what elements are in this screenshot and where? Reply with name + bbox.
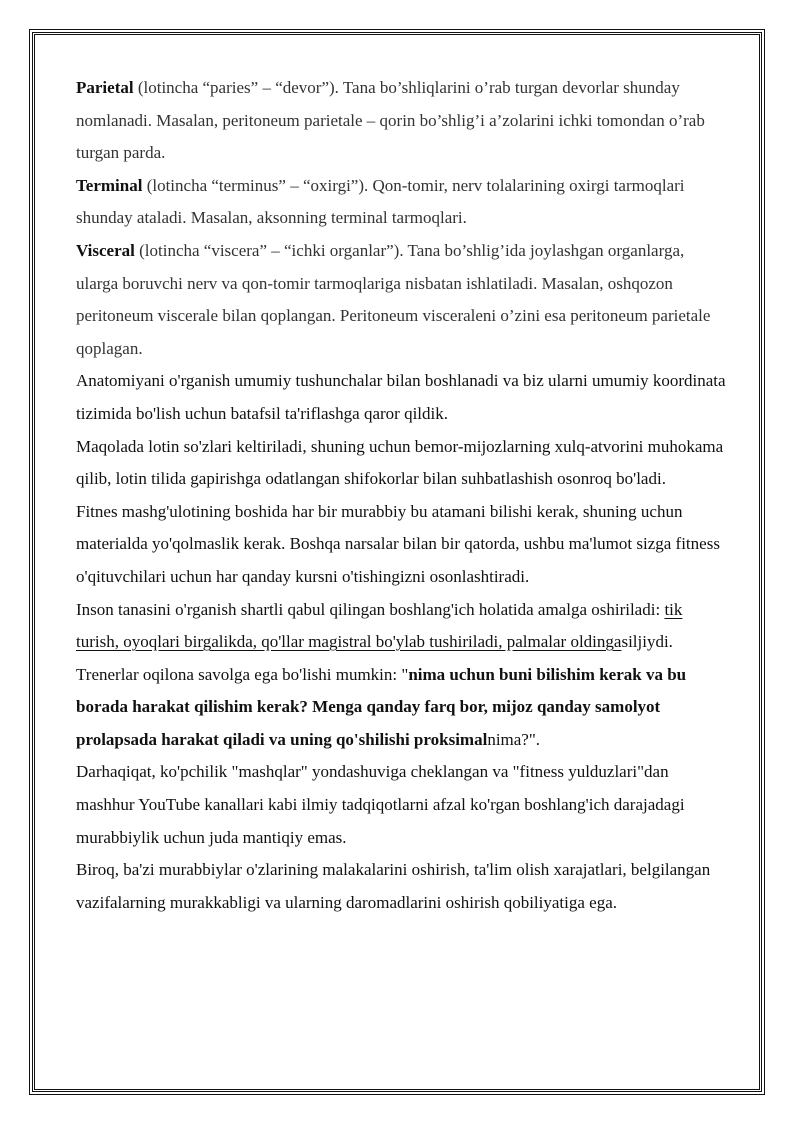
document-body <box>76 72 726 919</box>
term-visceral: Visceral <box>76 240 135 260</box>
paragraph-terminal <box>76 170 726 235</box>
paragraph-trainer-question <box>76 659 726 757</box>
paragraph-fitness-training: Fitnes mashg'ulotining boshida har bir murabbiy bu atamani bilishi kerak, shuning uchun materialda yo'qolmaslik kerak. Boshqa narsalar bilan bir qatorda, ushbu ma'lumot sizga fitness o'qituvchilari uchun har qanday kursni o'tishingizni osonlashtiradi. <box>76 501 720 586</box>
term-terminal: Terminal <box>76 175 143 195</box>
body-position-underlined: tik turish, oyoqlari birgalikda, qo'llar magistral bo'ylab tushiriladi, palmalar oldinga <box>76 599 683 652</box>
definition-visceral: (lotincha “viscera” – “ichki organlar”). Tana bo’shlig’ida joylashgan organlarga, ularga boruvchi nerv va qon-tomir tarmoqlariga nisbatan ishlatiladi. Masalan, oshqozon peritoneum viscerale bilan qoplangan. Peritoneum visceraleni o’zini esa peritoneum parietale qoplagan. <box>76 240 711 358</box>
paragraph-latin-words: Maqolada lotin so'zlari keltiriladi, shuning uchun bemor-mijozlarning xulq-atvorini muhokama qilib, lotin tilida gapirishga odatlangan shifokorlar bilan suhbatlashish osonroq bo'ladi. <box>76 436 724 489</box>
definition-terminal: (lotincha “terminus” – “oxirgi”). Qon-tomir, nerv tolalarining oxirgi tarmoqlari shunday ataladi. Masalan, aksonning terminal tarmoqlari. <box>76 175 685 228</box>
trainer-question-tail: nima?". <box>487 729 541 749</box>
paragraph-trainer-qualification: Biroq, ba'zi murabbiylar o'zlarining malakalarini oshirish, ta'lim olish xarajatlari, belgilangan vazifalarning murakkabligi va ularning daromadlarini oshirish qobiliyatiga ega. <box>76 860 711 912</box>
trainer-question-bold: nima uchun buni bilishim kerak va bu borada harakat qilishim kerak? Menga qanday farq bor, mijoz qanday samolyot prolapsada harakat qiladi va uning qo'shilishi proksimal <box>76 664 687 749</box>
body-position-lead: Inson tanasini o'rganish shartli qabul qilingan boshlang'ich holatida amalga oshiriladi: <box>76 599 665 619</box>
definition-parietal: (lotincha “paries” – “devor”). Tana bo’shliqlarini o’rab turgan devorlar shunday nomlanadi. Masalan, peritoneum parietale – qorin bo’shlig’i a’zolarini ichki tomondan o’rab turgan parda. <box>76 78 705 163</box>
paragraph-anatomy-intro: Anatomiyani o'rganish umumiy tushunchalar bilan boshlanadi va biz ularni umumiy koordinata tizimida bo'lish uchun batafsil ta'riflashga qaror qildik. <box>76 371 726 423</box>
paragraph-visceral <box>76 235 726 365</box>
term-parietal: Parietal <box>76 78 134 97</box>
paragraph-body-position <box>76 594 726 659</box>
body-position-tail: siljiydi. <box>621 632 673 652</box>
paragraph-exercise-approach: Darhaqiqat, ko'pchilik "mashqlar" yondashuviga cheklangan va "fitness yulduzlari"dan mashhur YouTube kanallari kabi ilmiy tadqiqotlarni afzal ko'rgan boshlang'ich darajadagi murabbiylik uchun juda mantiqiy emas. <box>76 762 685 847</box>
trainer-question-lead: Trenerlar oqilona savolga ega bo'lishi mumkin: " <box>76 664 409 684</box>
paragraph-parietal <box>76 72 726 170</box>
